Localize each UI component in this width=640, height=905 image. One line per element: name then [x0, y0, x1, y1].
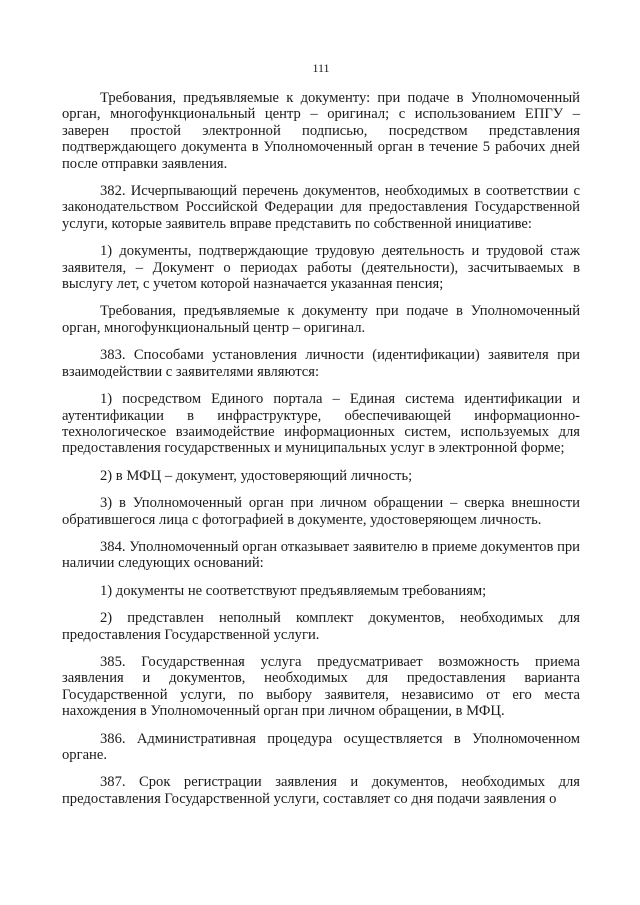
paragraph-requirements-original: Требования, предъявляемые к документу при подаче в Уполномоченный орган, многофункциональный центр – оригинал. — [62, 303, 580, 336]
paragraph-384-item-2: 2) представлен неполный комплект документов, необходимых для предоставления Государственной услуги. — [62, 610, 580, 643]
paragraph-383-item-1: 1) посредством Единого портала – Единая система идентификации и аутентификации в инфраструктуре, обеспечивающей информационно-технологическое взаимодействие информационных систем, используемых для предоставления государственных и муниципальных услуг в электронной форме; — [62, 391, 580, 457]
paragraph-383-item-2: 2) в МФЦ – документ, удостоверяющий личность; — [100, 467, 413, 484]
page-number: 111 — [312, 61, 330, 75]
paragraph-384-item-1: 1) документы не соответствуют предъявляемым требованиям; — [100, 582, 487, 599]
paragraph-382: 382. Исчерпывающий перечень документов, необходимых в соответствии с законодательством Российской Федерации для предоставления Государственной услуги, которые заявитель вправе представить по собственной инициативе: — [62, 183, 580, 232]
paragraph-386: 386. Административная процедура осуществляется в Уполномоченном органе. — [62, 730, 580, 763]
paragraph-382-item-1: 1) документы, подтверждающие трудовую деятельность и трудовой стаж заявителя, – Документ о периодах работы (деятельности), засчитываемых в выслугу лет, с учетом которой назначается указанная пенсия; — [62, 243, 580, 293]
paragraph-383-item-3: 3) в Уполномоченный орган при личном обращении – сверка внешности обратившегося лица с фотографией в документе, удостоверяющем личность. — [62, 495, 580, 528]
paragraph-387: 387. Срок регистрации заявления и документов, необходимых для предоставления Государственной услуги, составляет со дня подачи заявления о — [62, 774, 580, 807]
paragraph-383: 383. Способами установления личности (идентификации) заявителя при взаимодействии с заявителями являются: — [62, 347, 580, 380]
paragraph-384: 384. Уполномоченный орган отказывает заявителю в приеме документов при наличии следующих оснований: — [62, 538, 580, 572]
paragraph-requirements-original-epgu: Требования, предъявляемые к документу: при подаче в Уполномоченный орган, многофункциональный центр – оригинал; с использованием ЕПГУ – заверен простой электронной подписью, посредством представления подтверждающего документа в Уполномоченный орган в течение 5 рабочих дней после отправки заявления. — [62, 90, 580, 172]
paragraph-385: 385. Государственная услуга предусматривает возможность приема заявления и документов, необходимых для предоставления варианта Государственной услуги, по выбору заявителя, независимо от его места нахождения в Уполномоченный орган при личном обращении, в МФЦ. — [62, 653, 580, 720]
document-body — [62, 90, 580, 818]
